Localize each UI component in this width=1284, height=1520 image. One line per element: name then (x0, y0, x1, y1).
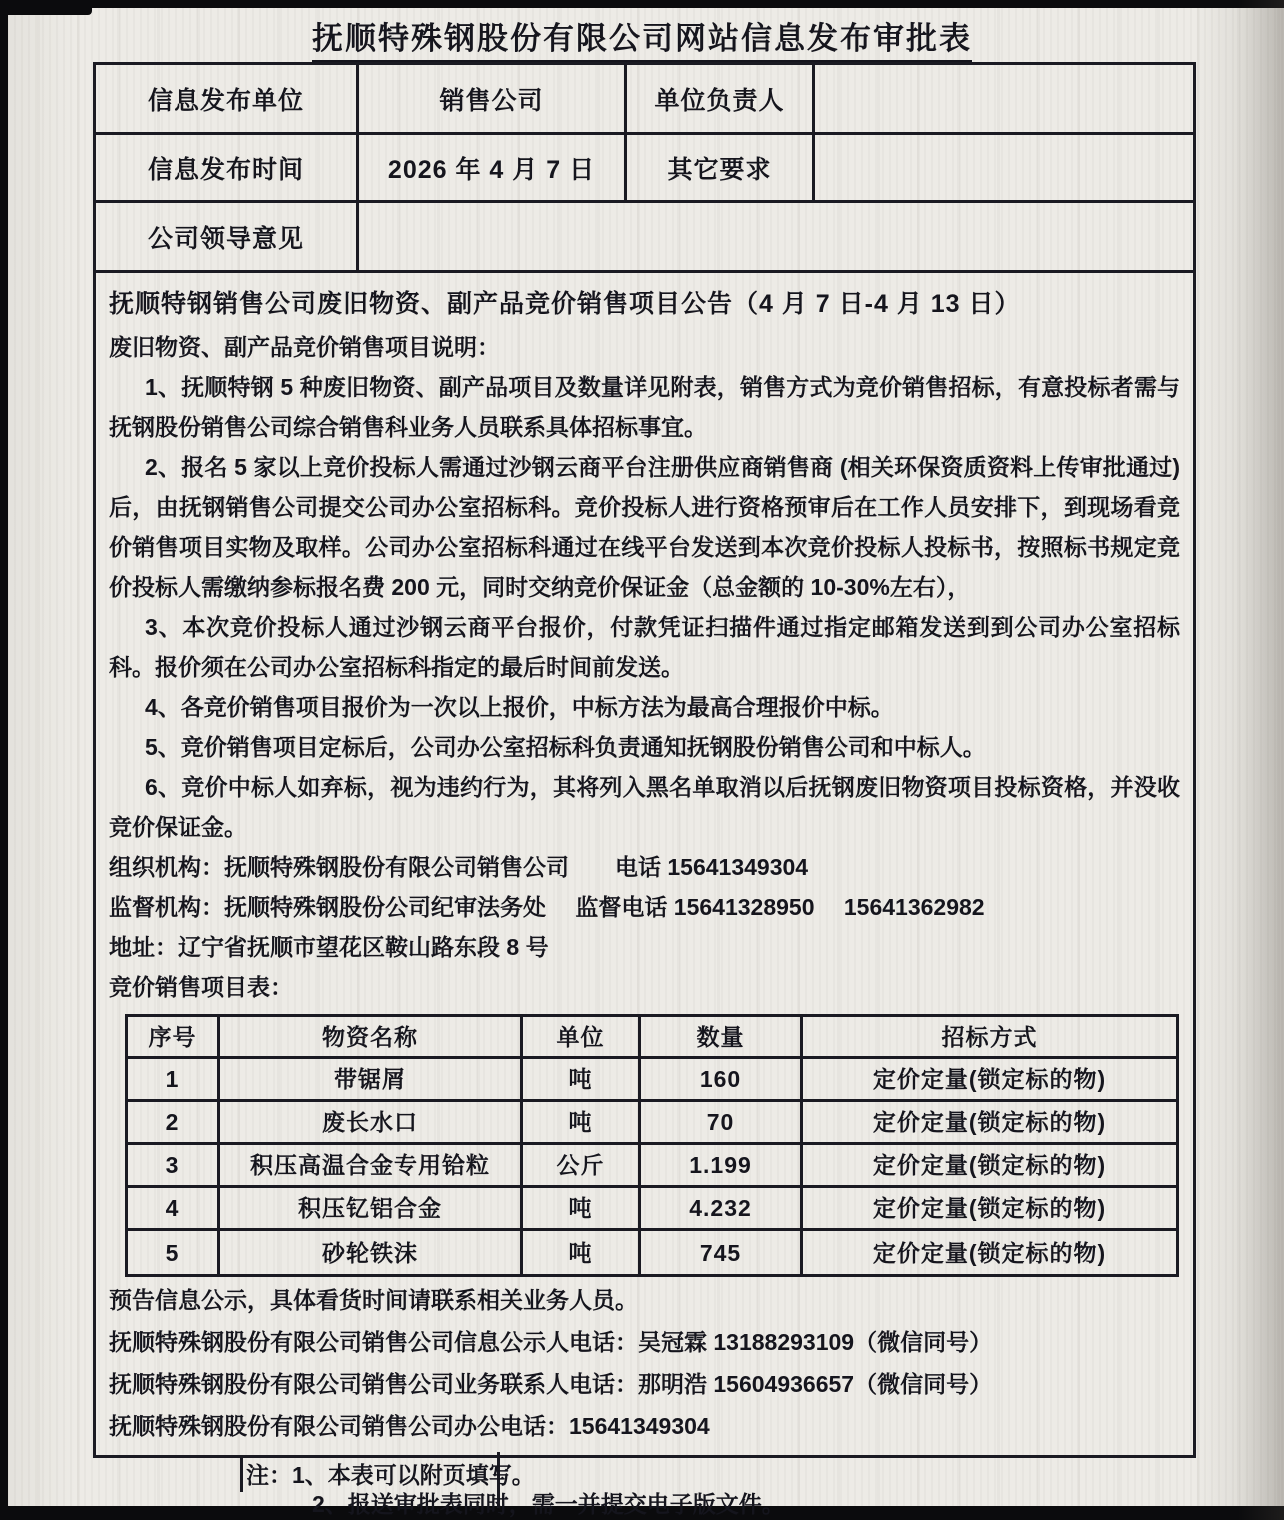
cell-method: 定价定量(锁定标的物) (872, 1109, 1107, 1135)
table-row (128, 1145, 1176, 1188)
cell-qty: 745 (641, 1231, 803, 1274)
cell-unit: 公斤 (523, 1145, 641, 1185)
cell-name: 废长水口 (220, 1102, 523, 1142)
cell-qty: 4.232 (641, 1188, 803, 1228)
other-requirements-value (815, 135, 1193, 200)
cell-name: 积压钇铝合金 (220, 1188, 523, 1228)
unit-leader-label: 单位负责人 (627, 65, 815, 132)
col-header-method: 招标方式 (941, 1023, 1038, 1050)
cell-seq: 5 (128, 1231, 220, 1274)
announcement-item-3: 3、本次竞价投标人通过沙钢云商平台报价，付款凭证扫描件通过指定邮箱发送到到公司办公室招标科。报价须在公司办公室招标科指定的最后时间前发送。 (109, 614, 1180, 680)
table-row (128, 1059, 1176, 1102)
announcement-title: 抚顺特钢销售公司废旧物资、副产品竞价销售项目公告（4 月 7 日-4 月 13 日） (109, 290, 1021, 318)
cell-name: 积压高温合金专用铪粒 (220, 1145, 523, 1185)
office-phone-line: 抚顺特殊钢股份有限公司销售公司办公电话：15641349304 (109, 1413, 710, 1439)
business-contact-line: 抚顺特殊钢股份有限公司销售公司业务联系人电话：那明浩 15604936657（微信同号） (109, 1371, 993, 1397)
form-note-2: 2、报送审批表同时，需一并提交电子版文件。 (312, 1491, 785, 1517)
cell-seq: 4 (128, 1188, 220, 1228)
form-row-leader-opinion (96, 203, 1193, 273)
cell-qty: 70 (641, 1102, 803, 1142)
table-row (128, 1231, 1176, 1274)
announcement-item-4: 4、各竞价销售项目报价为一次以上报价，中标方法为最高合理报价中标。 (145, 694, 894, 720)
public-contact-line: 抚顺特殊钢股份有限公司销售公司信息公示人电话：吴冠霖 13188293109（微信同号） (109, 1329, 993, 1355)
form-notes (246, 1461, 785, 1519)
publisher-value: 销售公司 (359, 65, 627, 132)
cell-method: 定价定量(锁定标的物) (872, 1152, 1107, 1178)
organizer-line: 组织机构：抚顺特殊钢股份有限公司销售公司 电话 15641349304 (109, 854, 809, 880)
cell-seq: 3 (128, 1145, 220, 1185)
cell-method: 定价定量(锁定标的物) (872, 1239, 1107, 1266)
cell-name: 砂轮铁沫 (220, 1231, 523, 1274)
bidding-items-table (125, 1014, 1179, 1277)
table-row (128, 1188, 1176, 1231)
publish-time-value: 2026 年 4 月 7 日 (359, 135, 627, 200)
scan-edge-left (0, 0, 8, 1520)
announcement-item-6: 6、竞价中标人如弃标，视为违约行为，其将列入黑名单取消以后抚钢废旧物资项目投标资格，并没收竞价保证金。 (109, 774, 1180, 840)
unit-leader-value (815, 65, 1193, 132)
cell-seq: 1 (128, 1059, 220, 1099)
form-row-publisher (96, 65, 1193, 135)
table-line-artifact (240, 1458, 243, 1492)
address-line: 地址：辽宁省抚顺市望花区鞍山路东段 8 号 (109, 934, 549, 960)
other-requirements-label: 其它要求 (627, 135, 815, 200)
items-table-caption: 竞价销售项目表： (109, 974, 293, 1000)
col-header-unit: 单位 (523, 1017, 641, 1056)
page-title: 抚顺特殊钢股份有限公司网站信息发布审批表 (0, 13, 1284, 64)
preview-notice-line: 预告信息公示，具体看货时间请联系相关业务人员。 (109, 1287, 638, 1313)
scan-edge-top (0, 0, 1284, 8)
form-row-publish-time (96, 135, 1193, 203)
cell-seq: 2 (128, 1102, 220, 1142)
supervisor-line: 监督机构：抚顺特殊钢股份公司纪审法务处 监督电话 15641328950 15641362982 (109, 894, 985, 920)
announcement-item-1: 1、抚顺特钢 5 种废旧物资、副产品项目及数量详见附表，销售方式为竞价销售招标，有意投标者需与抚钢股份销售公司综合销售科业务人员联系具体招标事宜。 (109, 374, 1180, 440)
announcement-intro: 废旧物资、副产品竞价销售项目说明： (109, 334, 500, 360)
items-table-header-row (128, 1017, 1176, 1059)
cell-unit: 吨 (523, 1059, 641, 1099)
leader-opinion-label: 公司领导意见 (96, 203, 359, 270)
form-note-1 (246, 1461, 785, 1490)
cell-qty: 160 (641, 1059, 803, 1099)
approval-form-table (93, 62, 1196, 1458)
publisher-label: 信息发布单位 (96, 65, 359, 132)
col-header-name: 物资名称 (220, 1017, 523, 1056)
cell-unit: 吨 (523, 1102, 641, 1142)
cell-qty: 1.199 (641, 1145, 803, 1185)
announcement-body (96, 273, 1193, 1447)
publish-time-label: 信息发布时间 (96, 135, 359, 200)
leader-opinion-value (359, 203, 1193, 270)
cell-unit: 吨 (523, 1231, 641, 1274)
cell-name: 带锯屑 (220, 1059, 523, 1099)
announcement-item-5: 5、竞价销售项目定标后，公司办公室招标科负责通知抚钢股份销售公司和中标人。 (145, 734, 986, 760)
table-row (128, 1102, 1176, 1145)
col-header-qty: 数量 (641, 1017, 803, 1056)
page-curl-shadow (1238, 0, 1284, 1520)
announcement-tail (109, 1279, 1180, 1447)
announcement-item-2: 2、报名 5 家以上竞价投标人需通过沙钢云商平台注册供应商销售商 (相关环保资质资料上传审批通过) 后，由抚钢销售公司提交公司办公室招标科。竞价投标人进行资格预审后在工作人员安排下，到现场看竞价销售项目实物及取样。公司办公室招标科通过在线平台发送到本次竞价投标人投标书，按照标书规定竞价投标人需缴纳参标报名费 200 元，同时交纳竞价保证金（总金额的 10-30%左右）， (109, 454, 1180, 600)
note-label: 注： (246, 1462, 292, 1488)
cell-unit: 吨 (523, 1188, 641, 1228)
col-header-seq: 序号 (128, 1017, 220, 1056)
cell-method: 定价定量(锁定标的物) (872, 1066, 1107, 1092)
cell-method: 定价定量(锁定标的物) (872, 1195, 1107, 1221)
note-1-text: 1、本表可以附页填写。 (292, 1462, 535, 1488)
